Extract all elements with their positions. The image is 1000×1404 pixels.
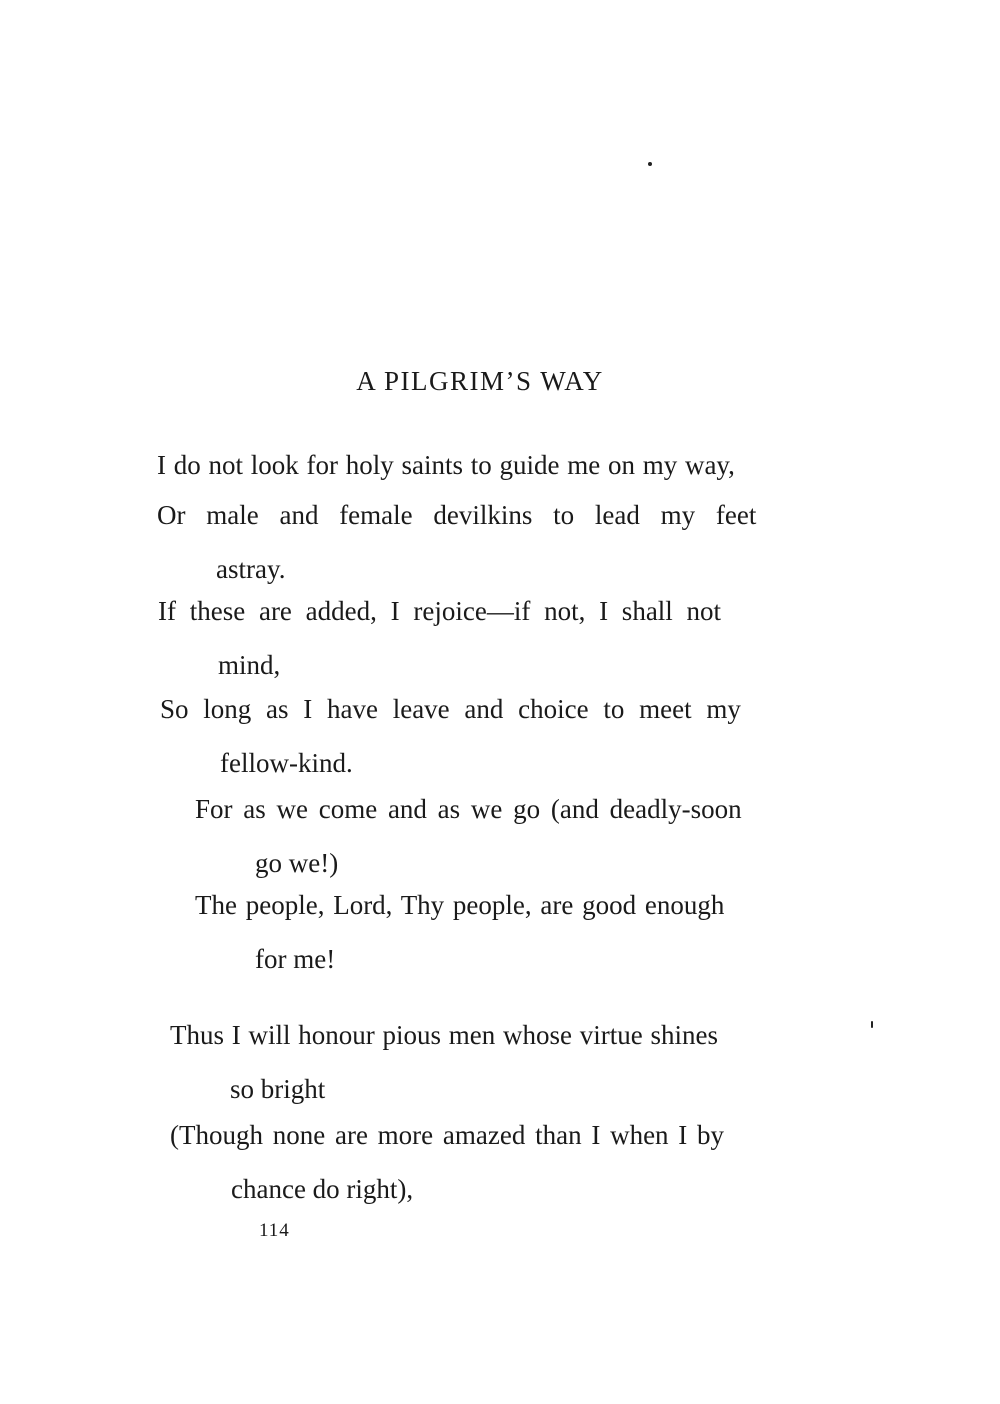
poem-line: so bright (230, 1074, 326, 1104)
poem-line: Or male and female devilkins to lead my feet (157, 500, 757, 530)
poem-title: A PILGRIM’S WAY (356, 366, 604, 396)
poem-line: astray. (216, 554, 286, 584)
poem-line: chance do right), (231, 1174, 414, 1204)
poem-line: I do not look for holy saints to guide me on my way, (157, 450, 735, 480)
print-speck (871, 1021, 873, 1028)
poem-line: For as we come and as we go (and deadly-soon (195, 794, 742, 824)
poem-line: mind, (218, 650, 281, 680)
poem-line: (Though none are more amazed than I when I by (170, 1120, 725, 1150)
poem-line: go we!) (255, 848, 339, 878)
poem-line: The people, Lord, Thy people, are good enough (195, 890, 725, 920)
page-number: 114 (259, 1220, 290, 1241)
poem-line: If these are added, I rejoice—if not, I shall not (158, 596, 722, 626)
print-speck (648, 162, 652, 166)
poem-line: for me! (255, 944, 336, 974)
poem-line: fellow-kind. (220, 748, 353, 778)
poem-line: So long as I have leave and choice to meet my (160, 694, 741, 724)
poem-line: Thus I will honour pious men whose virtue shines (170, 1020, 718, 1050)
